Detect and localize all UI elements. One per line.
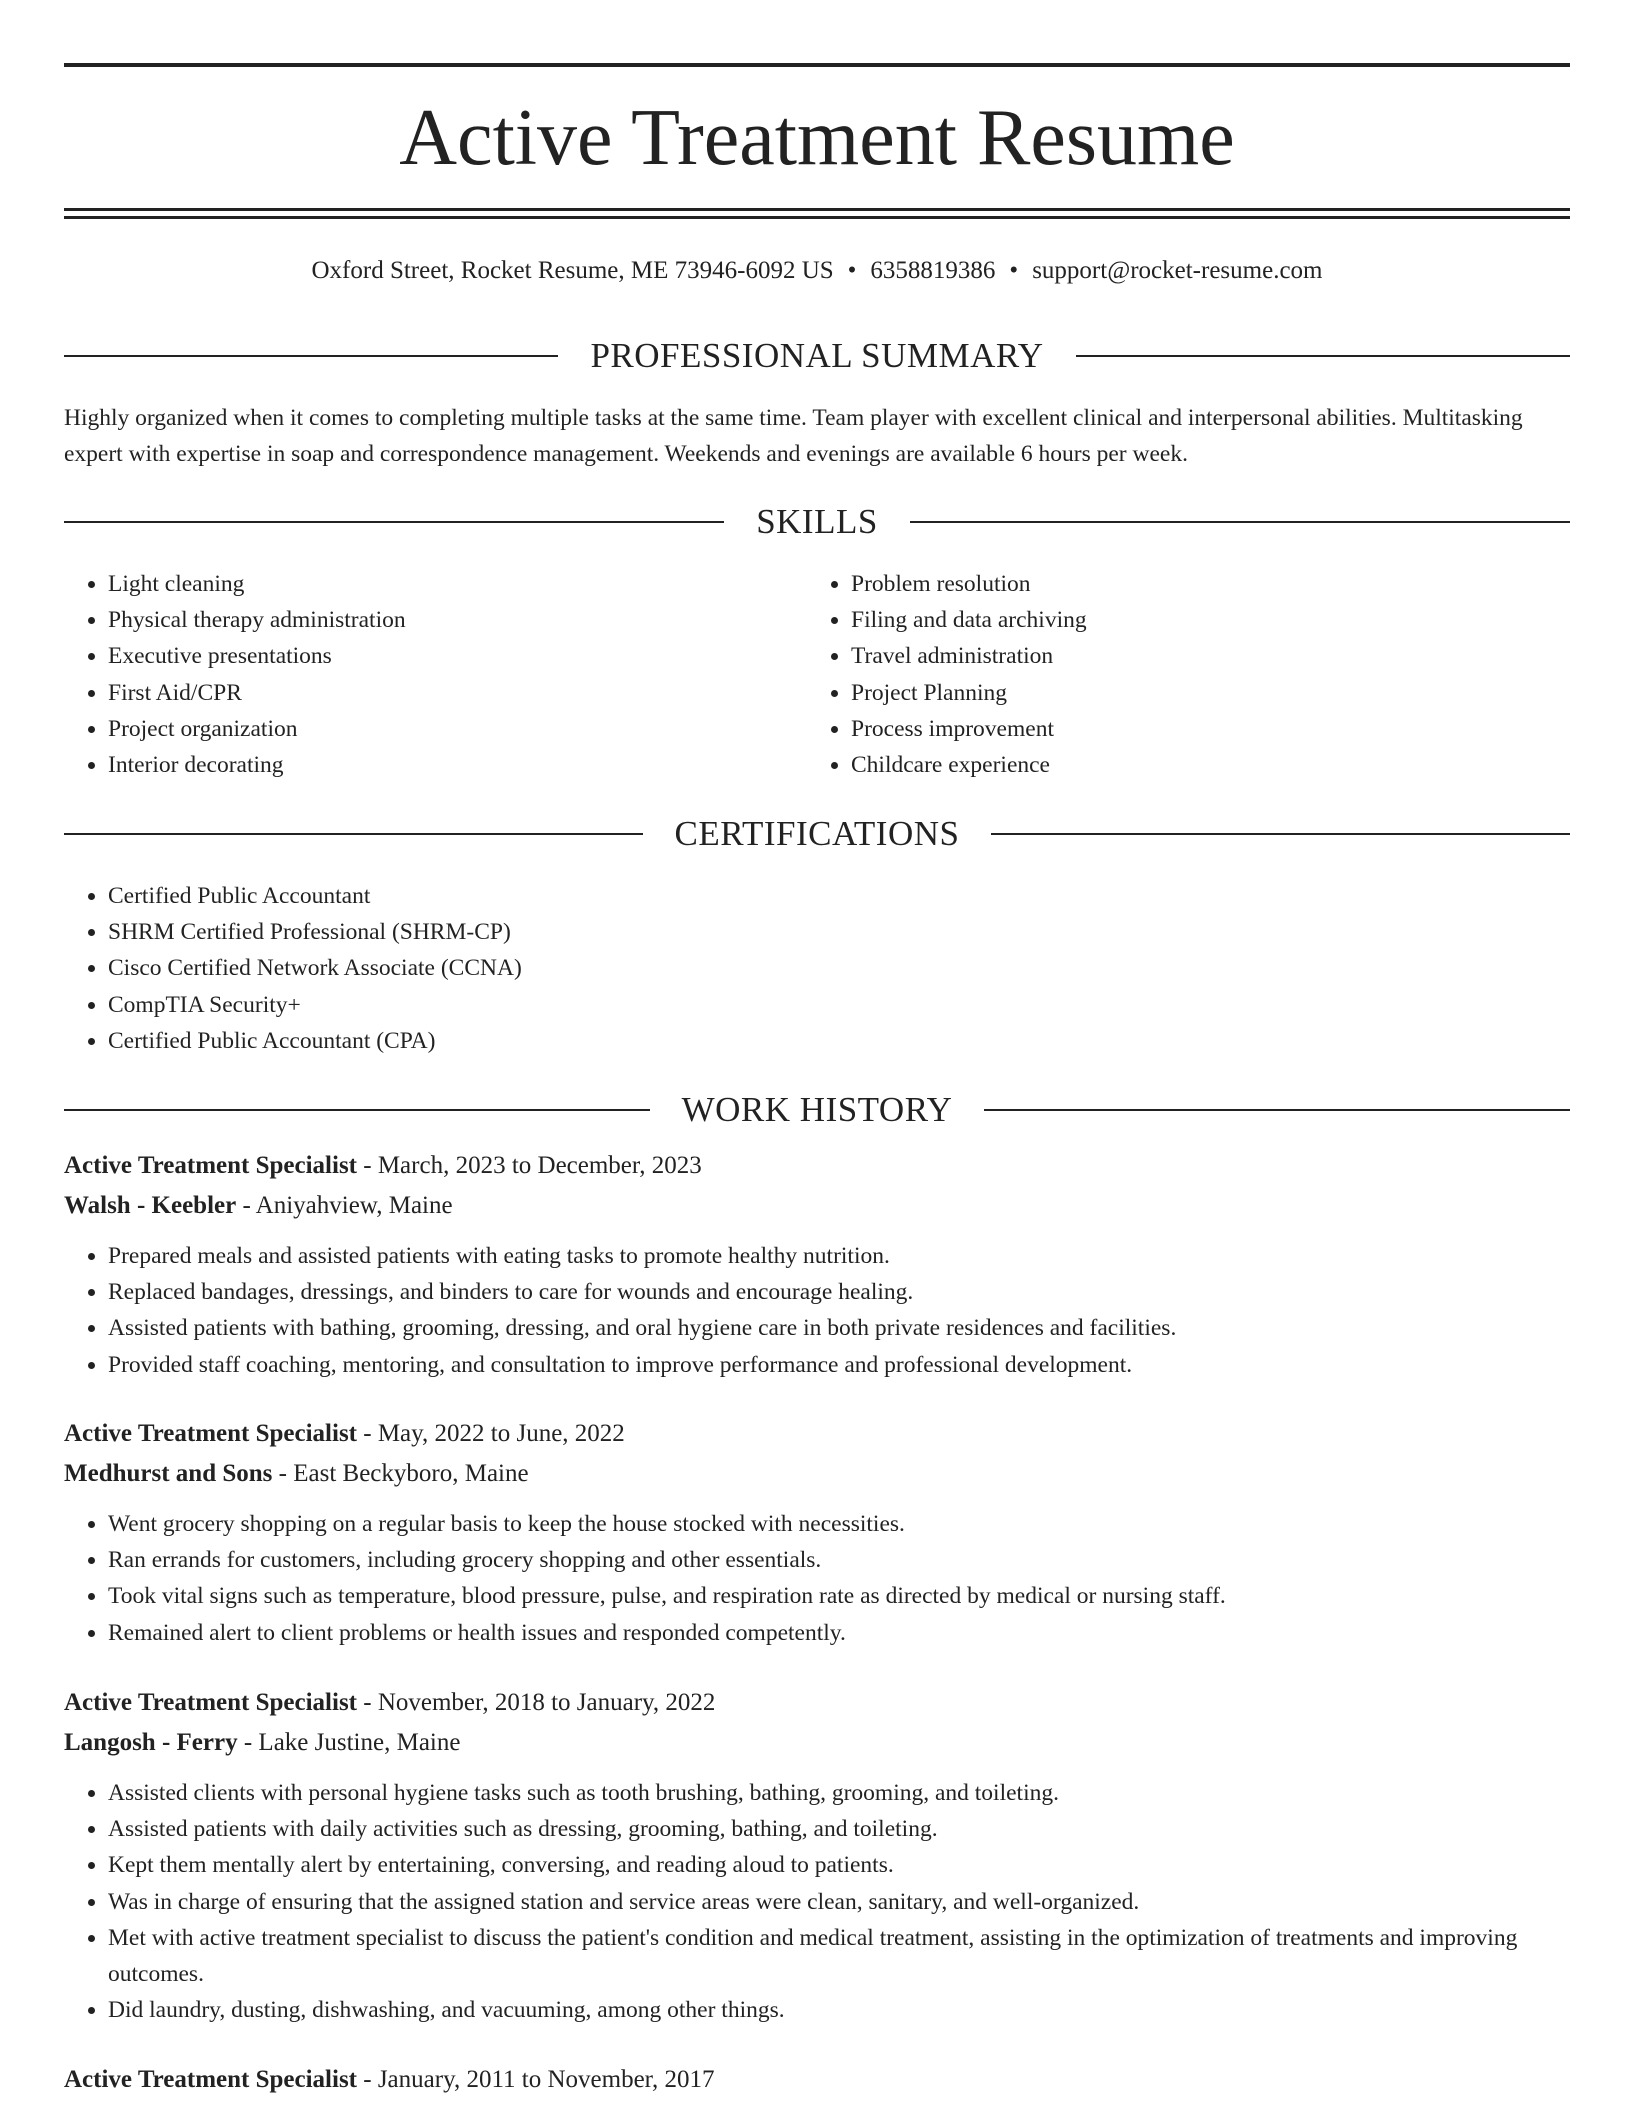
contact-phone: 6358819386 — [870, 257, 996, 284]
heading-rule — [991, 833, 1570, 835]
list-item: • Cisco Certified Network Associate (CCNA) — [108, 950, 1570, 986]
certifications-list — [64, 878, 1570, 1059]
contact-line — [64, 254, 1570, 288]
skills-column-right — [807, 566, 1507, 783]
list-item: • Assisted clients with personal hygiene tasks such as tooth brushing, bathing, grooming, and toileting. — [108, 1775, 1570, 1811]
section-heading-summary — [64, 336, 1570, 376]
job-company-line — [64, 1186, 1570, 1226]
skills-column-left — [64, 566, 764, 783]
list-item: • Took vital signs such as temperature, blood pressure, pulse, and respiration rate as directed by medical or nursing staff. — [108, 1578, 1570, 1614]
skills-list — [807, 566, 1507, 783]
heading-rule — [984, 1109, 1570, 1111]
list-item: • SHRM Certified Professional (SHRM-CP) — [108, 914, 1570, 950]
job-role: Active Treatment Specialist — [64, 1689, 357, 1716]
list-item: • Prepared meals and assisted patients with eating tasks to promote healthy nutrition. — [108, 1238, 1570, 1274]
list-item: • Did laundry, dusting, dishwashing, and vacuuming, among other things. — [108, 1992, 1570, 2028]
list-item: • Remained alert to client problems or health issues and responded competently. — [108, 1615, 1570, 1651]
list-item: • Certified Public Accountant — [108, 878, 1570, 914]
section-heading-certifications — [64, 814, 1570, 854]
job-duties-list — [64, 1506, 1570, 1651]
heading-rule — [1076, 355, 1570, 357]
top-rule — [64, 63, 1570, 67]
list-item: • Executive presentations — [108, 638, 764, 674]
job-duties-list — [64, 1238, 1570, 1383]
section-title: SKILLS — [756, 502, 878, 541]
job-dates: - January, 2011 to November, 2017 — [357, 2066, 715, 2093]
job-location: - Aniyahview, Maine — [236, 1192, 453, 1219]
list-item: • First Aid/CPR — [108, 675, 764, 711]
contact-separator: • — [1009, 257, 1019, 284]
job-entry — [64, 1683, 1570, 2028]
job-company: Walsh - Keebler — [64, 1192, 237, 1219]
section-title: PROFESSIONAL SUMMARY — [590, 336, 1044, 375]
list-item: • Physical therapy administration — [108, 602, 764, 638]
section-heading-skills — [64, 502, 1570, 542]
list-item: • Certified Public Accountant (CPA) — [108, 1023, 1570, 1059]
job-company-line — [64, 1454, 1570, 1494]
certifications-block — [64, 878, 1570, 1059]
skills-list — [64, 566, 764, 783]
list-item: • Assisted patients with bathing, grooming, dressing, and oral hygiene care in both private residences and facilities. — [108, 1310, 1570, 1346]
list-item: • Light cleaning — [108, 566, 764, 602]
list-item: • CompTIA Security+ — [108, 987, 1570, 1023]
job-role: Active Treatment Specialist — [64, 1420, 357, 1447]
list-item: • Went grocery shopping on a regular basis to keep the house stocked with necessities. — [108, 1506, 1570, 1542]
list-item: • Interior decorating — [108, 747, 764, 783]
summary-text: Highly organized when it comes to completing multiple tasks at the same time. Team player with excellent clinical and interpersonal abilities. Multitasking expert with expertise in soap and correspondence management. Weekends and evenings are available 6 hours per week. — [64, 405, 1523, 467]
job-entry — [64, 1146, 1570, 1383]
job-title-line — [64, 1683, 1570, 1723]
job-role: Active Treatment Specialist — [64, 2066, 357, 2093]
title-rule-upper — [64, 208, 1570, 211]
section-title: CERTIFICATIONS — [674, 814, 960, 853]
list-item: • Kept them mentally alert by entertaining, conversing, and reading aloud to patients. — [108, 1847, 1570, 1883]
list-item: • Assisted patients with daily activities such as dressing, grooming, bathing, and toileting. — [108, 1811, 1570, 1847]
resume-title: Active Treatment Resume — [399, 94, 1235, 182]
list-item: • Was in charge of ensuring that the assigned station and service areas were clean, sanitary, and well-organized. — [108, 1884, 1570, 1920]
list-item: • Process improvement — [851, 711, 1507, 747]
job-location: - Lake Justine, Maine — [237, 1729, 461, 1756]
job-dates: - November, 2018 to January, 2022 — [357, 1689, 716, 1716]
heading-rule — [910, 521, 1570, 523]
heading-rule — [64, 521, 724, 523]
job-role: Active Treatment Specialist — [64, 1152, 357, 1179]
job-company: Medhurst and Sons — [64, 1460, 273, 1487]
job-entry — [64, 2060, 1570, 2100]
section-heading-work — [64, 1090, 1570, 1130]
heading-rule — [64, 355, 558, 357]
section-title: WORK HISTORY — [681, 1090, 953, 1129]
job-duties-list — [64, 1775, 1570, 2028]
contact-email: support@rocket-resume.com — [1032, 257, 1323, 284]
title-rule-lower — [64, 216, 1570, 219]
heading-rule — [64, 1109, 650, 1111]
job-dates: - May, 2022 to June, 2022 — [357, 1420, 625, 1447]
list-item: • Project Planning — [851, 675, 1507, 711]
job-title-line — [64, 1146, 1570, 1186]
list-item: • Met with active treatment specialist to discuss the patient's condition and medical treatment, assisting in the optimization of treatments and improving outcomes. — [108, 1920, 1570, 1992]
list-item: • Travel administration — [851, 638, 1507, 674]
job-entry — [64, 1414, 1570, 1651]
job-location: - East Beckyboro, Maine — [272, 1460, 529, 1487]
list-item: • Childcare experience — [851, 747, 1507, 783]
list-item: • Ran errands for customers, including grocery shopping and other essentials. — [108, 1542, 1570, 1578]
contact-address: Oxford Street, Rocket Resume, ME 73946-6092 US — [311, 257, 834, 284]
job-company: Langosh - Ferry — [64, 1729, 238, 1756]
contact-separator: • — [847, 257, 857, 284]
heading-rule — [64, 833, 643, 835]
job-company-line — [64, 1723, 1570, 1763]
list-item: • Provided staff coaching, mentoring, and consultation to improve performance and professional development. — [108, 1347, 1570, 1383]
job-dates: - March, 2023 to December, 2023 — [357, 1152, 702, 1179]
list-item: • Filing and data archiving — [851, 602, 1507, 638]
list-item: • Problem resolution — [851, 566, 1507, 602]
job-title-line — [64, 1414, 1570, 1454]
list-item: • Project organization — [108, 711, 764, 747]
job-title-line — [64, 2060, 1570, 2100]
list-item: • Replaced bandages, dressings, and binders to care for wounds and encourage healing. — [108, 1274, 1570, 1310]
